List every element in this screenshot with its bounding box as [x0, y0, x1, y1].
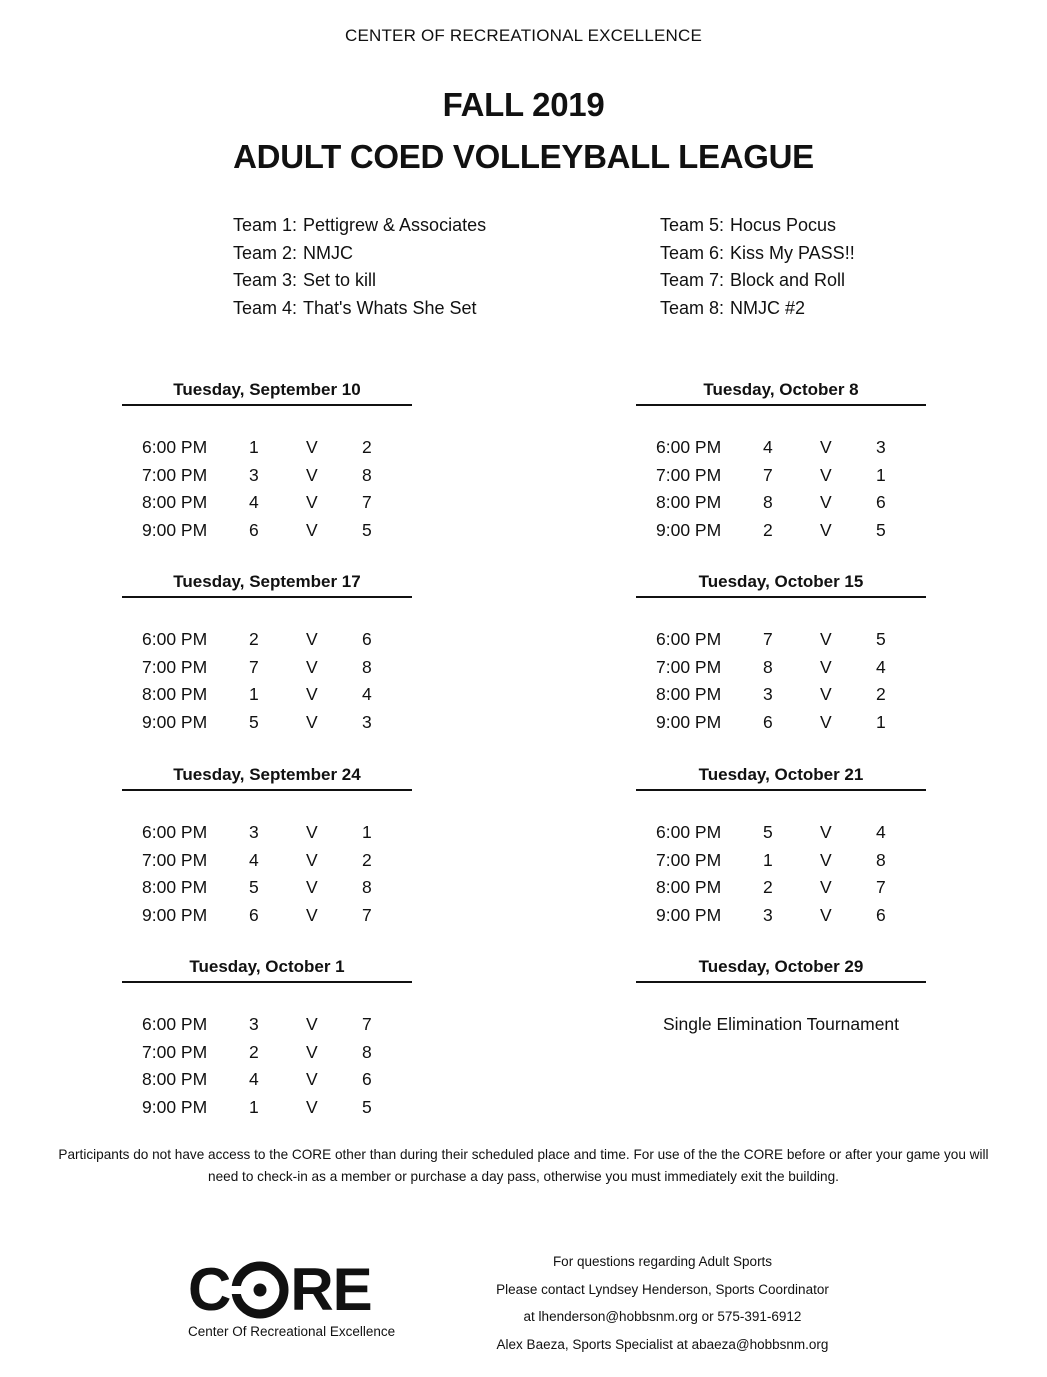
week-date: Tuesday, October 15 [636, 568, 926, 598]
versus-label: V [306, 1069, 318, 1089]
game-time: 6:00 PM [142, 1014, 208, 1034]
team-name: NMJC [303, 242, 353, 263]
game-time: 8:00 PM [142, 1069, 208, 1089]
versus-label: V [306, 1041, 318, 1062]
game-list [636, 626, 926, 736]
away-team-number: 3 [362, 711, 372, 732]
game-time: 9:00 PM [142, 711, 208, 732]
team-label: Team 7: [660, 270, 725, 290]
away-team-number: 2 [362, 437, 372, 457]
game-row [122, 489, 412, 517]
home-team-number: 7 [249, 656, 259, 677]
versus-label: V [306, 519, 318, 540]
home-team-number: 6 [249, 904, 259, 925]
team-name: Set to kill [303, 270, 377, 290]
versus-label: V [306, 877, 318, 897]
away-team-number: 4 [876, 656, 886, 677]
team-entry [660, 240, 855, 268]
away-team-number: 8 [362, 464, 372, 485]
versus-label: V [820, 711, 832, 732]
versus-label: V [820, 877, 832, 897]
game-row [122, 681, 412, 709]
game-row [122, 874, 412, 902]
logo-subtitle: Center Of Recreational Excellence [188, 1324, 396, 1339]
away-team-number: 7 [362, 904, 372, 925]
home-team-number: 4 [249, 492, 259, 512]
week-date: Tuesday, October 21 [636, 761, 926, 791]
game-row [122, 1011, 412, 1039]
home-team-number: 6 [249, 519, 259, 540]
home-team-number: 4 [249, 849, 259, 870]
logo-letter-c: C [188, 1256, 231, 1323]
versus-label: V [820, 822, 832, 842]
team-name: NMJC #2 [730, 297, 806, 318]
week-date: Tuesday, September 10 [122, 376, 412, 406]
game-row [122, 434, 412, 462]
versus-label: V [306, 656, 318, 677]
home-team-number: 4 [763, 437, 773, 457]
away-team-number: 2 [876, 684, 886, 704]
contact-info [490, 1248, 835, 1358]
game-time: 7:00 PM [142, 464, 208, 485]
home-team-number: 8 [763, 656, 773, 677]
game-list [122, 1011, 412, 1121]
game-time: 8:00 PM [656, 492, 722, 512]
home-team-number: 7 [763, 629, 773, 649]
game-time: 6:00 PM [656, 629, 722, 649]
logo-wordmark [188, 1258, 400, 1322]
game-row [636, 902, 926, 930]
week-schedule [636, 761, 926, 929]
team-list-right [660, 212, 855, 322]
game-time: 8:00 PM [656, 877, 722, 897]
away-team-number: 1 [876, 464, 886, 485]
contact-line: Please contact Lyndsey Henderson, Sports Coordinator [496, 1281, 829, 1297]
game-row [636, 462, 926, 490]
team-entry [233, 212, 486, 240]
game-time: 6:00 PM [142, 822, 208, 842]
versus-label: V [820, 437, 832, 457]
away-team-number: 8 [362, 656, 372, 677]
versus-label: V [306, 464, 318, 485]
away-team-number: 8 [876, 849, 886, 870]
week-schedule [636, 953, 926, 1039]
away-team-number: 1 [876, 711, 886, 732]
notice-line: need to check-in as a member or purchase a day pass, otherwise you must immediately exit the building. [208, 1169, 839, 1184]
team-label: Team 2: [233, 242, 298, 263]
game-time: 6:00 PM [656, 437, 722, 457]
versus-label: V [820, 519, 832, 540]
away-team-number: 6 [362, 1069, 372, 1089]
game-row [122, 626, 412, 654]
away-team-number: 6 [876, 492, 886, 512]
away-team-number: 4 [876, 822, 886, 842]
week-schedule [122, 568, 412, 736]
team-name: Pettigrew & Associates [303, 215, 487, 235]
game-row [636, 626, 926, 654]
versus-label: V [820, 849, 832, 870]
contact-line: at lhenderson@hobbsnm.org or 575-391-6912 [523, 1309, 802, 1324]
team-label: Team 1: [233, 215, 298, 235]
home-team-number: 2 [249, 1041, 259, 1062]
game-time: 8:00 PM [142, 492, 208, 512]
game-row [636, 517, 926, 545]
week-date: Tuesday, October 29 [636, 953, 926, 983]
home-team-number: 5 [763, 822, 773, 842]
team-name: Kiss My PASS!! [730, 242, 855, 263]
game-row [122, 517, 412, 545]
versus-label: V [820, 904, 832, 925]
game-list [636, 819, 926, 929]
versus-label: V [306, 711, 318, 732]
away-team-number: 1 [362, 822, 372, 842]
game-time: 6:00 PM [142, 629, 208, 649]
away-team-number: 7 [362, 492, 372, 512]
away-team-number: 7 [876, 877, 886, 897]
away-team-number: 6 [876, 904, 886, 925]
home-team-number: 1 [763, 849, 773, 870]
away-team-number: 5 [876, 629, 886, 649]
versus-label: V [820, 464, 832, 485]
away-team-number: 4 [362, 684, 372, 704]
home-team-number: 6 [763, 711, 773, 732]
home-team-number: 3 [763, 904, 773, 925]
game-row [122, 462, 412, 490]
game-time: 7:00 PM [142, 1041, 208, 1062]
away-team-number: 8 [362, 1041, 372, 1062]
team-label: Team 8: [660, 297, 725, 318]
versus-label: V [306, 904, 318, 925]
game-time: 7:00 PM [656, 464, 722, 485]
team-label: Team 6: [660, 242, 725, 263]
week-schedule [636, 376, 926, 544]
away-team-number: 5 [876, 519, 886, 540]
versus-label: V [820, 656, 832, 677]
week-date: Tuesday, October 1 [122, 953, 412, 983]
week-schedule [122, 376, 412, 544]
home-team-number: 3 [763, 684, 773, 704]
team-entry [233, 295, 486, 323]
team-list-left [233, 212, 486, 322]
home-team-number: 4 [249, 1069, 259, 1089]
game-time: 6:00 PM [142, 437, 208, 457]
versus-label: V [306, 849, 318, 870]
access-notice [30, 1144, 1017, 1188]
game-row [122, 1066, 412, 1094]
game-time: 7:00 PM [142, 849, 208, 870]
game-time: 9:00 PM [656, 904, 722, 925]
game-time: 9:00 PM [142, 519, 208, 540]
game-time: 7:00 PM [656, 656, 722, 677]
game-time: 6:00 PM [656, 822, 722, 842]
game-row [636, 654, 926, 682]
versus-label: V [306, 492, 318, 512]
game-time: 8:00 PM [142, 684, 208, 704]
versus-label: V [306, 1096, 318, 1117]
game-time: 8:00 PM [656, 684, 722, 704]
away-team-number: 6 [362, 629, 372, 649]
team-entry [660, 212, 855, 240]
game-row [122, 819, 412, 847]
team-label: Team 5: [660, 215, 725, 235]
game-list [122, 626, 412, 736]
away-team-number: 2 [362, 849, 372, 870]
team-entry [660, 267, 855, 295]
organization-header: CENTER OF RECREATIONAL EXCELLENCE [344, 26, 703, 45]
team-entry [660, 295, 855, 323]
team-entry [233, 240, 486, 268]
away-team-number: 3 [876, 437, 886, 457]
game-time: 9:00 PM [142, 1096, 208, 1117]
notice-line: Participants do not have access to the CORE other than during their scheduled place and time. For use of the the CORE before or after your game you will [58, 1147, 989, 1162]
game-row [122, 847, 412, 875]
logo-letters-re: RE [290, 1256, 372, 1323]
game-list [636, 434, 926, 544]
away-team-number: 7 [362, 1014, 372, 1034]
game-row [122, 654, 412, 682]
home-team-number: 5 [249, 711, 259, 732]
core-logo [188, 1258, 400, 1339]
game-time: 9:00 PM [142, 904, 208, 925]
team-label: Team 3: [233, 270, 298, 290]
away-team-number: 8 [362, 877, 372, 897]
home-team-number: 8 [763, 492, 773, 512]
home-team-number: 5 [249, 877, 259, 897]
game-time: 7:00 PM [656, 849, 722, 870]
game-time: 7:00 PM [142, 656, 208, 677]
page-title-line2: ADULT COED VOLLEYBALL LEAGUE [233, 138, 814, 175]
game-row [636, 681, 926, 709]
game-row [636, 874, 926, 902]
contact-line: Alex Baeza, Sports Specialist at abaeza@hobbsnm.org [496, 1336, 829, 1352]
team-name: Block and Roll [730, 270, 846, 290]
home-team-number: 3 [249, 1014, 259, 1034]
week-note: Single Elimination Tournament [662, 1014, 900, 1034]
away-team-number: 5 [362, 1096, 372, 1117]
versus-label: V [820, 492, 832, 512]
home-team-number: 1 [249, 437, 259, 457]
week-date: Tuesday, October 8 [636, 376, 926, 406]
versus-label: V [306, 437, 318, 457]
week-schedule [122, 953, 412, 1121]
game-time: 9:00 PM [656, 519, 722, 540]
home-team-number: 1 [249, 684, 259, 704]
contact-line: For questions regarding Adult Sports [552, 1254, 773, 1269]
home-team-number: 2 [763, 519, 773, 540]
game-time: 9:00 PM [656, 711, 722, 732]
versus-label: V [306, 822, 318, 842]
game-list [122, 434, 412, 544]
game-row [636, 847, 926, 875]
team-label: Team 4: [233, 297, 298, 318]
team-entry [233, 267, 486, 295]
away-team-number: 5 [362, 519, 372, 540]
game-row [122, 1039, 412, 1067]
week-schedule [636, 568, 926, 736]
home-team-number: 2 [249, 629, 259, 649]
versus-label: V [306, 629, 318, 649]
game-row [122, 902, 412, 930]
game-list [122, 819, 412, 929]
game-row [122, 1094, 412, 1122]
game-row [636, 819, 926, 847]
team-name: Hocus Pocus [730, 215, 837, 235]
versus-label: V [820, 629, 832, 649]
versus-label: V [306, 1014, 318, 1034]
game-row [122, 709, 412, 737]
home-team-number: 7 [763, 464, 773, 485]
home-team-number: 1 [249, 1096, 259, 1117]
target-icon [231, 1261, 289, 1319]
game-time: 8:00 PM [142, 877, 208, 897]
versus-label: V [306, 684, 318, 704]
game-row [636, 489, 926, 517]
team-name: That's Whats She Set [303, 297, 477, 318]
week-date: Tuesday, September 24 [122, 761, 412, 791]
game-row [636, 434, 926, 462]
game-row [636, 709, 926, 737]
home-team-number: 3 [249, 464, 259, 485]
versus-label: V [820, 684, 832, 704]
week-date: Tuesday, September 17 [122, 568, 412, 598]
home-team-number: 3 [249, 822, 259, 842]
week-schedule [122, 761, 412, 929]
page-title-line1: FALL 2019 [442, 86, 605, 123]
home-team-number: 2 [763, 877, 773, 897]
